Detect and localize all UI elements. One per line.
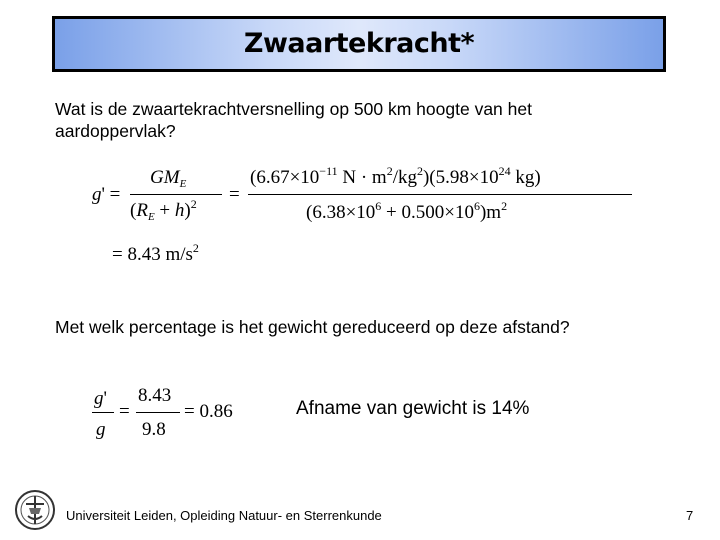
footer-text: Universiteit Leiden, Opleiding Natuur- en Sterrenkunde — [66, 508, 382, 523]
question-2: Met welk percentage is het gewicht gereduceerd op deze afstand? — [55, 317, 570, 337]
university-seal-icon — [14, 486, 56, 534]
slide-title-bar — [52, 16, 666, 72]
slide-title: Zwaartekracht* — [243, 27, 475, 59]
answer-text: Afname van gewicht is 14% — [296, 398, 530, 419]
question-1: Wat is de zwaartekrachtversnelling op 500 km hoogte van het aardoppervlak? — [55, 99, 532, 141]
page-number: 7 — [686, 508, 694, 523]
